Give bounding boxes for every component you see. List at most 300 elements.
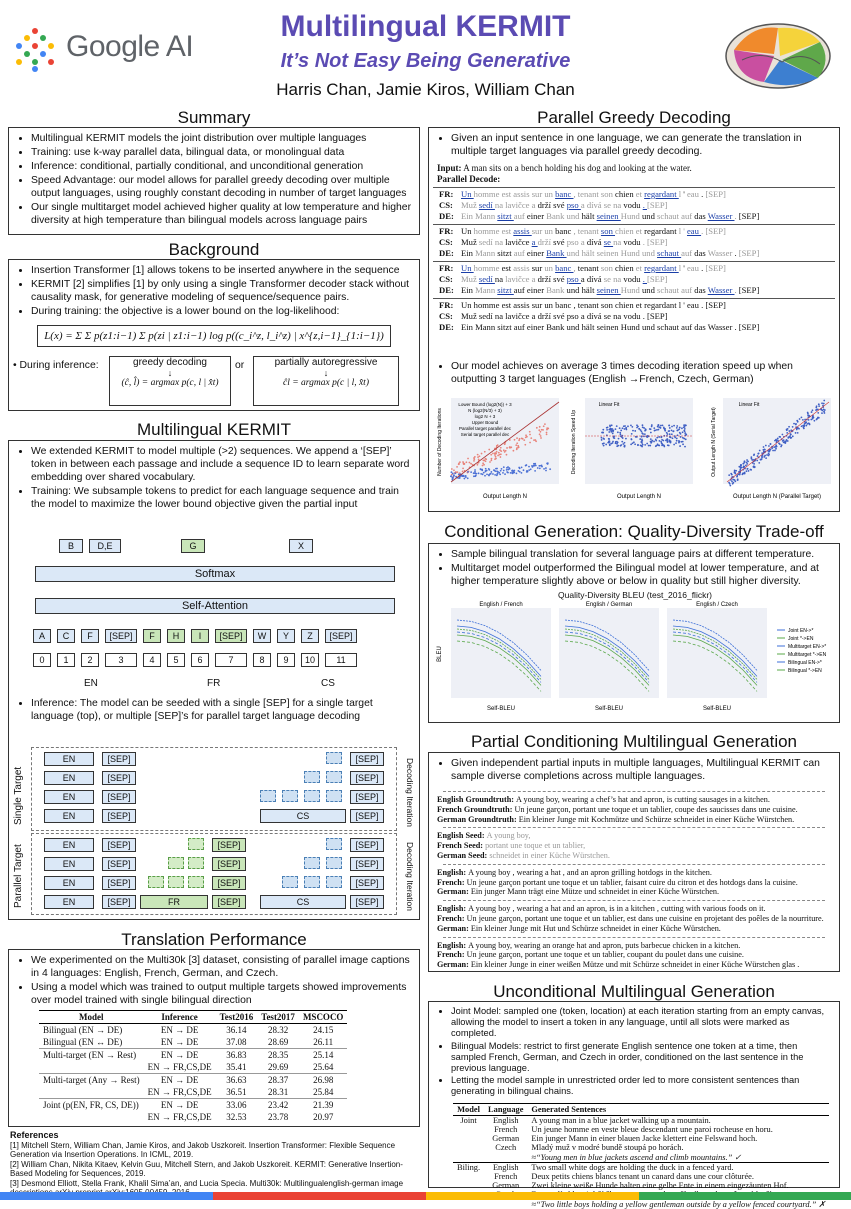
parallel-target-panel (31, 833, 397, 915)
data-point (676, 425, 678, 427)
decode-token: na (613, 200, 624, 210)
decode-token: ' (683, 226, 687, 236)
data-point (474, 475, 476, 477)
sample-line (437, 950, 831, 960)
data-point (484, 475, 486, 477)
decode-lang-label: FR: (439, 263, 454, 273)
sep-block: [SEP] (102, 876, 136, 890)
decode-token: dívá (586, 311, 604, 321)
table-header: Generated Sentences (527, 1103, 829, 1115)
sep-block: [SEP] (102, 838, 136, 852)
decode-token: Un (461, 189, 474, 199)
data-point (546, 427, 548, 429)
data-point (644, 430, 646, 432)
decode-token: ' (683, 189, 687, 199)
data-point (805, 425, 807, 427)
data-point (508, 467, 510, 469)
decode-token: Mann (475, 285, 498, 295)
data-point (530, 437, 532, 439)
decode-token: sedí (478, 274, 495, 284)
data-point (785, 441, 787, 443)
data-point (482, 462, 484, 464)
sep-block: [SEP] (102, 809, 136, 823)
data-point (796, 429, 798, 431)
sample-text: Un jeune garçon, portant une toque et un tablier, coupe des saucisses dans une cuisine. (514, 804, 798, 814)
decode-token: Hund (620, 285, 642, 295)
placeholder-block (326, 771, 342, 783)
decode-token: Mann (475, 211, 498, 221)
decode-token: své (553, 200, 567, 210)
sample-line (437, 851, 831, 861)
sample-label: English: (437, 867, 469, 877)
sentence-cell: Two small white dogs are holding the duck in a fenced yard. (531, 1162, 734, 1172)
data-point (610, 430, 612, 432)
decode-token: . (734, 211, 739, 221)
data-point (634, 430, 636, 432)
sample-text: portant une toque et un tablier, (485, 841, 586, 851)
sample-label: French Groundtruth: (437, 804, 515, 814)
parallel-bullet: • Given an input sentence in one language, we can generate the translation in multiple target languages via parallel greedy decoding. (451, 132, 833, 158)
data-point (764, 455, 766, 457)
model-cell (453, 1199, 484, 1209)
decode-token: regardant (644, 226, 679, 236)
background-bullet: • Insertion Transformer [1] allows tokens to be inserted anywhere in the sequence (31, 264, 413, 277)
data-point (538, 465, 540, 467)
sample-label: English: (437, 904, 469, 914)
data-point (620, 444, 622, 446)
data-point (634, 443, 636, 445)
x-axis-label: Self-BLEU (486, 706, 516, 712)
sample-label: English Groundtruth: (437, 795, 517, 804)
data-point (467, 477, 469, 479)
data-point (787, 440, 789, 442)
decode-token: sedí (478, 200, 495, 210)
data-point (675, 442, 677, 444)
data-point (624, 442, 626, 444)
data-point (539, 433, 541, 435)
table-cell: 23.42 (267, 1100, 289, 1110)
panel-title: English / Czech (696, 602, 738, 608)
decode-token: hält (581, 248, 597, 258)
input-token: [SEP] (215, 629, 247, 643)
decode-token: sitzt (497, 248, 514, 258)
footer-bar-blue (0, 1192, 213, 1200)
decode-token: . (642, 311, 647, 321)
data-point (671, 429, 673, 431)
summary-title: Summary (177, 108, 251, 127)
data-point (516, 447, 518, 449)
sample-text: Un jeune garçon, portant une toque et un tablier, est dans une cuisine en projetant des poêles de la nourriture. (466, 913, 824, 923)
group-label-fr: FR (207, 678, 221, 689)
data-point (496, 474, 498, 476)
decode-token: na (613, 274, 624, 284)
decode-token: Un (461, 226, 474, 236)
decode-token: . (734, 248, 739, 258)
sep-block: [SEP] (212, 857, 246, 871)
data-point (645, 435, 647, 437)
sentence-cell: ≈“Two little boys holding a yellow gentleman outside by a yellow fenced courtyard.” ✗ (531, 1199, 826, 1209)
placeholder-block (304, 857, 320, 869)
decode-lang-label: FR: (439, 300, 454, 310)
table-cell: 36.14 (226, 1025, 247, 1035)
table-row (39, 1049, 347, 1062)
placeholder-block (188, 876, 204, 888)
data-point (774, 450, 776, 452)
data-point (813, 420, 815, 422)
decode-lang-label: DE: (439, 285, 454, 295)
decode-token: und (641, 248, 658, 258)
data-point (612, 441, 614, 443)
data-point (734, 480, 736, 482)
decode-token: na (613, 311, 624, 321)
data-point (450, 471, 452, 473)
table-header: Test2016 (216, 1011, 258, 1024)
en-block: EN (44, 809, 94, 823)
sentence-cell: Mladý muž v modré bundě stoupá po horách. (531, 1142, 684, 1152)
divider (443, 864, 825, 865)
legend-entry: Joint *->EN (788, 636, 814, 642)
data-point (766, 454, 768, 456)
data-point (503, 449, 505, 451)
qd-panel (559, 608, 659, 698)
decode-token: Muž (461, 311, 479, 321)
table-row (453, 1125, 829, 1134)
data-point (533, 439, 535, 441)
data-point (666, 439, 668, 441)
decode-token: drží (537, 200, 554, 210)
summary-bullet: • Our single multitarget model achieved higher quality at low temperature and higher diversity at high temperature than bilingual models across language pairs (31, 201, 413, 227)
decode-token: Muž (461, 237, 479, 247)
decode-token: auf (681, 285, 695, 295)
decode-token: und (641, 211, 658, 221)
data-point (518, 446, 520, 448)
language-cell: French (494, 1124, 518, 1134)
sample-line (437, 815, 831, 825)
x-axis-label: Output Length N (616, 494, 662, 500)
table-cell: 37.08 (226, 1037, 247, 1047)
reference-item: [3] Desmond Elliott, Stella Frank, Khalil Sima’an, and Lucia Specia. Multi30k: Multilingualenglish-german image (10, 1178, 404, 1188)
decode-token: son (600, 263, 616, 273)
decode-token: regardant (644, 189, 679, 199)
poster-title: Multilingual KERMIT (280, 10, 571, 43)
data-point (494, 454, 496, 456)
data-point (621, 441, 623, 443)
data-point (650, 438, 652, 440)
data-point (490, 459, 492, 461)
data-point (673, 425, 675, 427)
placeholder-block (326, 876, 342, 888)
softmax-layer: Softmax (35, 566, 395, 582)
decode-token: a (531, 311, 538, 321)
data-point (788, 436, 790, 438)
speedup-bullet: • Our model achieves on average 3 times decoding iteration speed up when outputting 3 target languages (English →French, Czech, German) (451, 360, 833, 386)
sample-label: German: (437, 923, 471, 933)
data-point (630, 425, 632, 427)
data-point (673, 430, 675, 432)
logo-text: Google AI (66, 30, 194, 63)
data-point (501, 468, 503, 470)
data-point (462, 467, 464, 469)
data-point (669, 433, 671, 435)
decode-token: assis (513, 300, 532, 310)
parallel-box (428, 127, 840, 512)
sample-label: French Seed: (437, 841, 486, 851)
table-cell: Joint (p(EN, FR, CS, DE)) (43, 1100, 139, 1110)
decode-token: Mann (475, 248, 498, 258)
data-point (497, 444, 499, 446)
decode-token: Ein (461, 211, 476, 221)
decode-token: tenant (577, 300, 601, 310)
footer-bar-yellow (426, 1192, 639, 1200)
input-token: A (33, 629, 51, 643)
data-point (640, 429, 642, 431)
data-point (544, 423, 546, 425)
data-point (655, 440, 657, 442)
decode-token: sitzt (497, 285, 514, 295)
decode-token: homme (473, 263, 502, 273)
data-point (622, 427, 624, 429)
sample-line (437, 960, 831, 970)
data-point (539, 467, 541, 469)
data-point (491, 458, 493, 460)
data-point (782, 434, 784, 436)
decode-token: vodu (623, 311, 643, 321)
position-id: 9 (277, 653, 295, 667)
decode-token: assis (513, 226, 532, 236)
decode-token: [SEP] (738, 211, 760, 221)
decode-token: seinen (596, 322, 621, 332)
sample-line (437, 868, 831, 878)
data-point (618, 438, 620, 440)
decode-token: und (566, 322, 582, 332)
decode-token: Ein (461, 248, 476, 258)
sep-block: [SEP] (350, 895, 384, 909)
data-point (679, 432, 681, 434)
decode-token: auf (513, 322, 527, 332)
decode-token: své (553, 274, 567, 284)
data-point (485, 470, 487, 472)
sample-label: English: (437, 940, 469, 950)
decode-token: Un (461, 263, 474, 273)
decode-line (433, 200, 835, 211)
decode-token: banc (555, 300, 574, 310)
decode-token: [SEP] (705, 226, 726, 236)
data-point (660, 425, 662, 427)
data-point (662, 424, 664, 426)
table-cell: 26.98 (313, 1075, 334, 1085)
data-point (669, 436, 671, 438)
references (10, 1131, 422, 1198)
sample-line (437, 941, 831, 951)
decode-token: a (580, 274, 587, 284)
data-point (473, 460, 475, 462)
data-point (492, 453, 494, 455)
data-point (523, 469, 525, 471)
decode-token: regardant (644, 263, 679, 273)
data-point (540, 435, 542, 437)
en-block: EN (44, 857, 94, 871)
data-point (810, 419, 812, 421)
data-point (799, 418, 801, 420)
divider (443, 900, 825, 901)
decode-token: své (553, 237, 567, 247)
decode-token: a (531, 237, 538, 247)
data-point (685, 424, 687, 426)
legend-entry: Bilingual *->EN (788, 668, 822, 674)
data-point (511, 472, 513, 474)
table-cell: 35.41 (226, 1062, 247, 1072)
data-point (490, 471, 492, 473)
table-header: Model (453, 1103, 484, 1115)
data-point (626, 429, 628, 431)
data-point (495, 456, 497, 458)
data-point (620, 433, 622, 435)
data-point (525, 437, 527, 439)
data-point (463, 478, 465, 480)
decode-token: einer (526, 211, 547, 221)
model-cell (453, 1134, 484, 1143)
sample-line (437, 878, 831, 888)
input-token: C (57, 629, 75, 643)
decode-token: pso (566, 237, 581, 247)
decoding-iteration-label: Decoding Iteration (405, 757, 415, 827)
table-cell: 24.15 (313, 1025, 334, 1035)
data-point (606, 429, 608, 431)
data-point (510, 447, 512, 449)
position-id: 7 (215, 653, 247, 667)
data-point (547, 462, 549, 464)
decode-token: eau (686, 263, 702, 273)
data-point (503, 466, 505, 468)
legend-entry: Linear Fit (598, 402, 620, 408)
background-bullet: • KERMIT [2] simplifies [1] by only using a single Transformer decoder stack without causality mask, for generative modeling of sequence/sequence pairs. (31, 278, 413, 304)
decode-token: , (573, 226, 578, 236)
data-point (482, 473, 484, 475)
data-point (768, 455, 770, 457)
decode-line (433, 211, 835, 222)
table-cell (39, 1061, 144, 1074)
decode-token: assis (513, 189, 532, 199)
decode-line (433, 322, 835, 333)
data-point (821, 402, 823, 404)
data-point (543, 425, 545, 427)
placeholder-block (282, 876, 298, 888)
decode-token: und (641, 322, 658, 332)
data-point (549, 468, 551, 470)
decode-token: eau (686, 226, 702, 236)
data-point (513, 470, 515, 472)
data-point (632, 442, 634, 444)
table-cell: 28.32 (267, 1025, 289, 1035)
data-point (775, 446, 777, 448)
data-point (657, 424, 659, 426)
sample-label: French: (437, 877, 467, 887)
decode-token: vodu (623, 274, 643, 284)
data-point (496, 451, 498, 453)
data-point (631, 426, 633, 428)
data-point (485, 458, 487, 460)
data-point (824, 409, 826, 411)
decode-token: et (635, 263, 645, 273)
data-point (745, 465, 747, 467)
table-row (39, 1099, 347, 1112)
input-token: [SEP] (105, 629, 137, 643)
decode-token: [SEP] (738, 285, 760, 295)
translation-bullet: • We experimented on the Multi30k [3] dataset, consisting of parallel image captions in 4 languages: English, French, German, and Czech. (31, 954, 413, 980)
language-cell: French (494, 1171, 518, 1181)
decode-token: und (641, 285, 658, 295)
model-cell (453, 1125, 484, 1134)
partial-autoregressive-box: partially autoregressive ↓ ĉl = argmax p(c | l, x̂t) (253, 356, 399, 406)
data-point (483, 459, 485, 461)
data-point (676, 430, 678, 432)
decode-token: homme (473, 189, 502, 199)
data-point (759, 450, 761, 452)
decode-line (433, 189, 835, 200)
decode-token: et (635, 189, 645, 199)
placeholder-block (282, 790, 298, 802)
decode-token: tenant (577, 189, 601, 199)
data-point (638, 428, 640, 430)
data-point (732, 479, 734, 481)
data-point (488, 449, 490, 451)
model-cell: Biling. (457, 1162, 481, 1172)
data-point (609, 425, 611, 427)
data-point (470, 471, 472, 473)
data-point (640, 445, 642, 447)
brain-icon (722, 20, 834, 94)
data-point (757, 453, 759, 455)
sentence-cell: Zwei kleine weiße Hunde halten eine gelbe Ente in einem eingezäunten Hof. (531, 1180, 789, 1190)
data-point (795, 424, 797, 426)
decode-token: tenant (577, 263, 601, 273)
decode-token: [SEP] (646, 311, 668, 321)
footer-bar-red (213, 1192, 426, 1200)
data-point (788, 430, 790, 432)
data-point (521, 466, 523, 468)
decode-token: [SEP] (646, 200, 668, 210)
x-axis-label: Output Length N (Parallel Target) (733, 494, 821, 500)
reference-item: [2] William Chan, Nikita Kitaev, Kelvin Guu, Mitchell Stern, and Jakob Uszkoreit. KERMIT: Generative Insertion-Based Modeling for Sequences, 2019. (10, 1159, 403, 1178)
data-point (514, 439, 516, 441)
data-point (500, 447, 502, 449)
table-cell: 25.84 (313, 1087, 334, 1097)
decode-token: lavičce (505, 200, 532, 210)
data-point (465, 476, 467, 478)
data-point (522, 438, 524, 440)
data-point (678, 441, 680, 443)
data-point (534, 463, 536, 465)
decode-token: tenant (577, 226, 601, 236)
multilingual-bullet: • Training: We subsample tokens to predict for each language sequence and train the model to maximize the lower bound objective given the partial input (31, 485, 413, 511)
data-point (728, 482, 730, 484)
background-box (8, 259, 420, 411)
data-point (801, 425, 803, 427)
data-point (792, 435, 794, 437)
data-point (672, 437, 674, 439)
sample-line (437, 904, 831, 914)
data-point (679, 427, 681, 429)
data-point (649, 445, 651, 447)
decode-token: [SEP] (705, 263, 726, 273)
table-row (453, 1115, 829, 1125)
decode-token: . (701, 226, 706, 236)
data-point (500, 456, 502, 458)
decode-token: hält (581, 211, 597, 221)
data-point (812, 416, 814, 418)
placeholder-block (168, 876, 184, 888)
sample-text: Ein kleiner Junge in einer weißen Mütze und mit Schürze schneidet in einer Küche Würstchen glas . (470, 960, 800, 970)
